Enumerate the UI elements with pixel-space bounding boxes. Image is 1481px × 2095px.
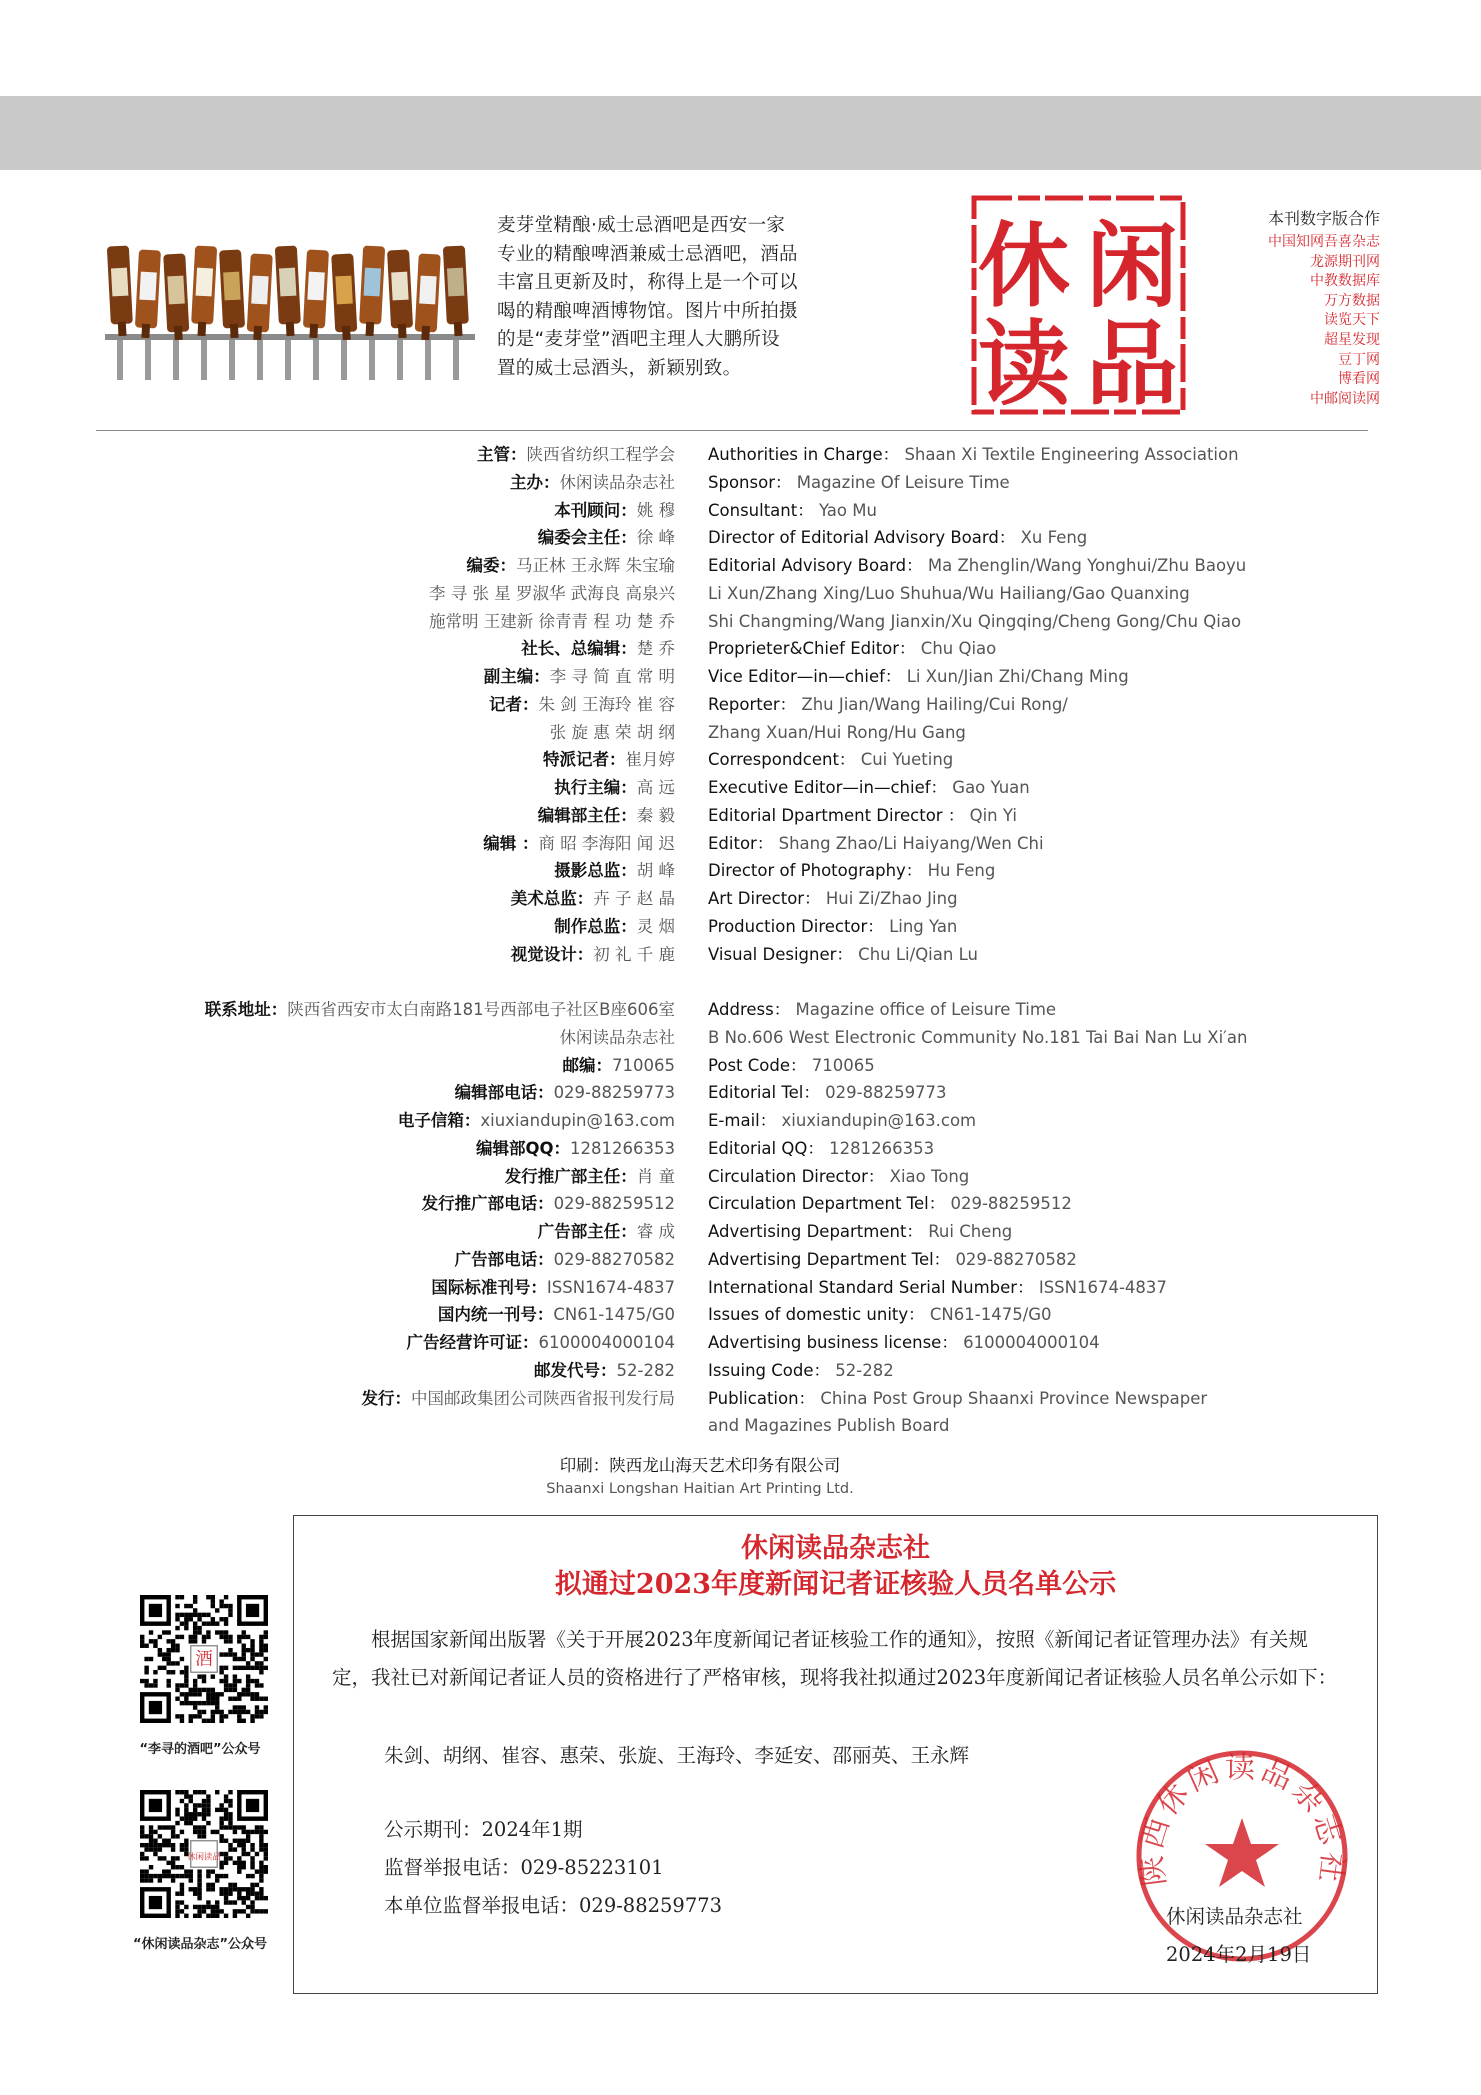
printer-cn: 印刷：陕西龙山海天艺术印务有限公司 bbox=[559, 1456, 841, 1475]
notice-box bbox=[293, 1515, 1378, 1994]
en-value: 029-88259512 bbox=[950, 1194, 1072, 1214]
cn-value: 胡 峰 bbox=[636, 861, 675, 881]
en-value: Hu Feng bbox=[927, 861, 996, 881]
intro-line: 置的威士忌酒头，新颖别致。 bbox=[497, 357, 742, 379]
tap-spout bbox=[117, 340, 123, 380]
tap-spout bbox=[397, 340, 403, 380]
en-label: Circulation Director： bbox=[708, 1166, 885, 1186]
cn-label: 广告部电话： bbox=[454, 1249, 554, 1269]
tap-spout bbox=[229, 340, 235, 380]
partners-title: 本刊数字版合作 bbox=[1267, 209, 1380, 228]
info-row bbox=[0, 1081, 1481, 1105]
intro-line: 喝的精酿啤酒博物馆。图片中所拍摄 bbox=[497, 300, 798, 322]
cn-label: 编委会主任： bbox=[537, 528, 637, 548]
info-row bbox=[0, 1192, 1481, 1216]
en-label: International Standard Serial Number： bbox=[708, 1277, 1034, 1297]
en-label: Production Director： bbox=[708, 916, 884, 936]
cn-label: 编委： bbox=[466, 556, 516, 575]
en-label: Editorial Dpartment Director ： bbox=[708, 805, 965, 825]
tap-spout bbox=[285, 340, 291, 380]
en-value: Chu Qiao bbox=[920, 639, 997, 659]
cn-label: 特派记者： bbox=[543, 750, 626, 770]
cn-label: 视觉设计： bbox=[510, 944, 594, 964]
en-label: Vice Editor—in—chief： bbox=[708, 667, 902, 686]
cn-value: 中国邮政集团公司陕西省报刊发行局 bbox=[411, 1388, 675, 1408]
cn-label: 美术总监： bbox=[510, 889, 594, 908]
bottle bbox=[302, 249, 329, 338]
partner-item: 万方数据 bbox=[1324, 292, 1380, 309]
cn-label: 邮发代号： bbox=[534, 1360, 617, 1380]
cn-value: 灵 烟 bbox=[636, 916, 675, 936]
svg-text:闲: 闲 bbox=[1085, 212, 1179, 320]
intro-line: 专业的精酿啤酒兼威士忌酒吧，酒品 bbox=[497, 243, 798, 265]
en-value: Ma Zhenglin/Wang Yonghui/Zhu Baoyu bbox=[927, 556, 1247, 575]
magazine-logo-seal bbox=[966, 190, 1191, 420]
en-value: China Post Group Shaanxi Province Newspaper bbox=[820, 1388, 1208, 1408]
partner-item: 读览天下 bbox=[1324, 312, 1380, 329]
cn-value: 初 礼 千 鹿 bbox=[593, 944, 675, 964]
qr-code-magazine bbox=[140, 1790, 268, 1918]
notice-paragraph: 根据国家新闻出版署《关于开展2023年度新闻记者证核验工作的通知》，按照《新闻记者证管理办法》有关规定，我社已对新闻记者证人员的资格进行了严格审核，现将我社拟通过2023年度新闻记者证核验人员名单公示如下： bbox=[332, 1628, 1338, 1689]
cn-label: 编辑部电话： bbox=[454, 1083, 554, 1103]
bottle bbox=[387, 249, 414, 338]
en-label: Authorities in Charge： bbox=[708, 445, 900, 464]
en-value: Shang Zhao/Li Haiyang/Wen Chi bbox=[778, 833, 1044, 853]
info-row bbox=[0, 443, 1481, 467]
cn-label: 编辑部QQ： bbox=[475, 1138, 571, 1158]
cn-label: 广告经营许可证： bbox=[406, 1333, 539, 1352]
cn-value: 朱 剑 王海玲 崔 容 bbox=[538, 694, 675, 714]
info-row bbox=[0, 1359, 1481, 1383]
cn-label: 副主编： bbox=[483, 667, 550, 686]
en-value: Gao Yuan bbox=[952, 778, 1030, 797]
en-label: Art Director： bbox=[708, 889, 821, 908]
official-seal bbox=[1132, 1746, 1352, 1966]
info-row bbox=[0, 721, 1481, 745]
en-value: Shaan Xi Textile Engineering Association bbox=[904, 445, 1239, 464]
tap-spout bbox=[173, 340, 179, 380]
qr-caption: “李寻的酒吧”公众号 bbox=[139, 1742, 261, 1757]
en-value: 52-282 bbox=[835, 1360, 894, 1380]
cn-label: 编辑 ： bbox=[483, 833, 539, 853]
qr-code-liquor-bar bbox=[140, 1595, 268, 1723]
en-label: Address： bbox=[708, 1000, 791, 1019]
en-label: Director of Editorial Advisory Board： bbox=[708, 528, 1016, 548]
tap-spout bbox=[201, 340, 207, 380]
intro-paragraph bbox=[497, 212, 847, 383]
bottle bbox=[107, 245, 134, 336]
cn-label: 社长、总编辑： bbox=[521, 639, 637, 659]
en-label: Publication： bbox=[708, 1388, 816, 1408]
info-row bbox=[0, 915, 1481, 939]
cn-label: 执行主编： bbox=[554, 778, 637, 797]
intro-line: 的是“麦芽堂”酒吧主理人大鹏所设 bbox=[497, 329, 780, 350]
info-row bbox=[0, 1220, 1481, 1244]
en-value: 710065 bbox=[811, 1055, 875, 1075]
info-row bbox=[0, 693, 1481, 717]
en-value: Rui Cheng bbox=[928, 1222, 1013, 1241]
en-value: Shi Changming/Wang Jianxin/Xu Qingqing/Cheng Gong/Chu Qiao bbox=[708, 611, 1242, 631]
info-row bbox=[0, 832, 1481, 856]
printer-info bbox=[520, 1452, 880, 1497]
en-value: Chu Li/Qian Lu bbox=[858, 944, 978, 964]
cn-value: xiuxiandupin@163.com bbox=[480, 1111, 675, 1130]
tap-spout bbox=[453, 340, 459, 380]
partner-item: 超星发现 bbox=[1324, 331, 1380, 348]
top-gray-band bbox=[0, 96, 1481, 170]
partner-item: 龙源期刊网 bbox=[1310, 253, 1380, 270]
en-value: Li Xun/Jian Zhi/Chang Ming bbox=[906, 667, 1129, 686]
divider-line bbox=[96, 430, 1368, 431]
tap-spout bbox=[145, 340, 151, 380]
cn-label: 主办： bbox=[510, 472, 560, 492]
info-row bbox=[0, 582, 1481, 606]
cn-label: 发行： bbox=[361, 1388, 411, 1408]
en-value: B No.606 West Electronic Community No.181 Tai Bai Nan Lu Xi′an bbox=[708, 1027, 1248, 1047]
intro-line: 麦芽堂精酿·威士忌酒吧是西安一家 bbox=[497, 215, 786, 236]
bottle bbox=[443, 245, 470, 336]
cn-value: 52-282 bbox=[616, 1360, 675, 1380]
cn-value: 徐 峰 bbox=[636, 528, 675, 548]
cn-value: 高 远 bbox=[636, 778, 675, 797]
info-row bbox=[0, 637, 1481, 661]
notice-names: 朱剑、胡纲、崔容、惠荣、张旋、王海玲、李延安、邵丽英、王永辉 bbox=[384, 1744, 970, 1767]
cn-label: 发行推广部主任： bbox=[504, 1166, 637, 1186]
cn-label: 国际标准刊号： bbox=[431, 1277, 547, 1297]
cn-value: 楚 乔 bbox=[636, 639, 675, 659]
notice-hotline: 监督举报电话：029-85223101 bbox=[384, 1856, 664, 1879]
en-label: Advertising Department： bbox=[708, 1222, 923, 1241]
en-value: 1281266353 bbox=[829, 1138, 935, 1158]
cn-value: 陕西省西安市太白南路181号西部电子社区B座606室 bbox=[287, 1000, 675, 1019]
qr-caption: “休闲读品杂志”公众号 bbox=[132, 1937, 268, 1952]
en-value: Li Xun/Zhang Xing/Luo Shuhua/Wu Hailiang/Gao Quanxing bbox=[708, 583, 1190, 603]
en-value: Qin Yi bbox=[969, 805, 1017, 825]
cn-label: 联系地址： bbox=[204, 1000, 288, 1019]
info-row bbox=[0, 998, 1481, 1022]
cn-value: 6100004000104 bbox=[538, 1333, 675, 1352]
partner-item: 博看网 bbox=[1338, 371, 1380, 388]
tap-spout bbox=[257, 340, 263, 380]
info-row bbox=[0, 1165, 1481, 1189]
en-label: Issuing Code： bbox=[708, 1360, 831, 1380]
en-value: 6100004000104 bbox=[963, 1333, 1100, 1352]
svg-text:酒: 酒 bbox=[195, 1649, 213, 1670]
info-row bbox=[0, 1414, 1481, 1438]
cn-value: 029-88270582 bbox=[553, 1249, 675, 1269]
bottle bbox=[331, 253, 357, 340]
en-value: Xu Feng bbox=[1020, 528, 1088, 548]
info-row bbox=[0, 1303, 1481, 1327]
info-row bbox=[0, 499, 1481, 523]
info-row bbox=[0, 887, 1481, 911]
partner-item: 中教数据库 bbox=[1310, 273, 1380, 290]
cn-value: ISSN1674-4837 bbox=[546, 1277, 675, 1297]
partner-item: 中邮阅读网 bbox=[1310, 390, 1380, 407]
en-label: Visual Designer： bbox=[708, 944, 853, 964]
cn-label: 制作总监： bbox=[554, 916, 637, 936]
cn-value: 秦 毅 bbox=[636, 805, 675, 825]
cn-label: 记者： bbox=[489, 694, 539, 714]
svg-text:休闲读品: 休闲读品 bbox=[187, 1851, 221, 1862]
cn-label: 本刊顾问： bbox=[554, 500, 637, 520]
notice-body bbox=[332, 1621, 1342, 1697]
en-label: Editor： bbox=[708, 833, 774, 853]
en-label: Director of Photography： bbox=[708, 861, 923, 881]
en-label: Reporter： bbox=[708, 694, 797, 714]
info-row bbox=[0, 748, 1481, 772]
en-value: Zhu Jian/Wang Hailing/Cui Rong/ bbox=[801, 694, 1068, 714]
en-value: CN61-1475/G0 bbox=[929, 1305, 1052, 1325]
info-row bbox=[0, 1331, 1481, 1355]
svg-text:品: 品 bbox=[1085, 310, 1179, 418]
info-row bbox=[0, 804, 1481, 828]
en-label: Advertising business license： bbox=[708, 1333, 958, 1352]
bottle bbox=[191, 245, 218, 336]
info-row bbox=[0, 1248, 1481, 1272]
cn-value: 施常明 王建新 徐青青 程 功 楚 乔 bbox=[429, 611, 675, 631]
bottle bbox=[219, 249, 246, 338]
cn-label: 邮编： bbox=[562, 1055, 612, 1075]
cn-value: 029-88259773 bbox=[553, 1083, 675, 1103]
info-row bbox=[0, 526, 1481, 550]
en-value: and Magazines Publish Board bbox=[708, 1416, 950, 1436]
en-value: ISSN1674-4837 bbox=[1038, 1277, 1167, 1297]
en-value: Magazine office of Leisure Time bbox=[795, 1000, 1057, 1019]
cn-label: 编辑部主任： bbox=[537, 805, 637, 825]
notice-title: 休闲读品杂志社 bbox=[741, 1533, 930, 1564]
en-label: Circulation Department Tel： bbox=[708, 1194, 946, 1214]
cn-label: 电子信箱： bbox=[397, 1111, 481, 1130]
en-label: Editorial QQ： bbox=[708, 1138, 824, 1158]
en-label: Editorial Tel： bbox=[708, 1083, 820, 1103]
en-value: Zhang Xuan/Hui Rong/Hu Gang bbox=[708, 722, 966, 742]
info-row bbox=[0, 1109, 1481, 1133]
cn-value: 李 寻 张 星 罗淑华 武海良 高泉兴 bbox=[429, 583, 675, 603]
bottle bbox=[275, 245, 302, 336]
cn-value: 睿 成 bbox=[636, 1222, 675, 1241]
cn-value: 姚 穆 bbox=[636, 500, 675, 520]
cn-value: 李 寻 简 直 常 明 bbox=[549, 667, 675, 686]
en-value: xiuxiandupin@163.com bbox=[781, 1111, 977, 1130]
en-label: Editorial Advisory Board： bbox=[708, 556, 923, 575]
en-value: Hui Zi/Zhao Jing bbox=[825, 889, 958, 908]
en-value: 029-88270582 bbox=[955, 1249, 1077, 1269]
cn-value: CN61-1475/G0 bbox=[553, 1305, 675, 1325]
whisky-taps-photo bbox=[105, 238, 475, 388]
cn-value: 710065 bbox=[612, 1055, 675, 1075]
tap-spout bbox=[313, 340, 319, 380]
intro-line: 丰富且更新及时，称得上是一个可以 bbox=[497, 272, 798, 293]
info-row bbox=[0, 859, 1481, 883]
svg-text:陕西休闲读品杂志社: 陕西休闲读品杂志社 bbox=[1133, 1750, 1351, 1889]
en-value: Yao Mu bbox=[818, 500, 877, 520]
cn-value: 商 昭 李海阳 闻 迟 bbox=[538, 833, 675, 853]
bottle bbox=[134, 249, 161, 338]
cn-label: 国内统一刊号： bbox=[437, 1305, 554, 1325]
cn-label: 发行推广部电话： bbox=[421, 1194, 554, 1214]
info-row bbox=[0, 471, 1481, 495]
info-row bbox=[0, 1137, 1481, 1161]
digital-partners bbox=[1220, 206, 1380, 409]
cn-value: 陕西省纺织工程学会 bbox=[526, 445, 675, 464]
tap-spout bbox=[341, 340, 347, 380]
partner-item: 豆丁网 bbox=[1338, 351, 1380, 368]
cn-value: 马正林 王永辉 朱宝瑜 bbox=[516, 556, 675, 575]
info-row bbox=[0, 665, 1481, 689]
en-value: Cui Yueting bbox=[860, 750, 954, 770]
notice-subtitle: 拟通过2023年度新闻记者证核验人员名单公示 bbox=[554, 1569, 1117, 1600]
info-row bbox=[0, 1387, 1481, 1411]
cn-value: 崔月婷 bbox=[625, 750, 675, 770]
info-row bbox=[0, 776, 1481, 800]
partner-item: 中国知网吾喜杂志 bbox=[1268, 234, 1380, 250]
bottle bbox=[414, 253, 440, 340]
info-row bbox=[0, 610, 1481, 634]
info-row bbox=[0, 554, 1481, 578]
cn-value: 休闲读品杂志社 bbox=[559, 1027, 675, 1047]
svg-text:读: 读 bbox=[977, 310, 1071, 418]
en-label: Sponsor： bbox=[708, 472, 792, 492]
en-label: E-mail： bbox=[708, 1111, 777, 1130]
info-row bbox=[0, 1026, 1481, 1050]
tap-spout bbox=[369, 340, 375, 380]
en-label: Proprieter&Chief Editor： bbox=[708, 639, 916, 659]
en-value: 029-88259773 bbox=[825, 1083, 947, 1103]
info-row bbox=[0, 943, 1481, 967]
en-label: Correspondcent： bbox=[708, 750, 856, 770]
cn-value: 肖 童 bbox=[636, 1166, 675, 1186]
cn-value: 卉 子 赵 晶 bbox=[593, 889, 675, 908]
info-row bbox=[0, 1054, 1481, 1078]
cn-label: 摄影总监： bbox=[554, 861, 637, 881]
en-label: Advertising Department Tel： bbox=[708, 1249, 951, 1269]
notice-organization: 休闲读品杂志社 bbox=[1166, 1905, 1303, 1928]
notice-date: 2024年2月19日 bbox=[1166, 1943, 1312, 1966]
bottle bbox=[163, 253, 189, 340]
bottle bbox=[246, 253, 272, 340]
info-row bbox=[0, 1276, 1481, 1300]
cn-label: 主管： bbox=[477, 445, 527, 464]
en-label: Executive Editor—in—chief： bbox=[708, 778, 948, 797]
svg-text:休: 休 bbox=[977, 212, 1071, 320]
en-label: Issues of domestic unity： bbox=[708, 1305, 925, 1325]
en-value: Ling Yan bbox=[889, 916, 958, 936]
en-label: Post Code： bbox=[708, 1055, 807, 1075]
tap-spout bbox=[425, 340, 431, 380]
cn-value: 029-88259512 bbox=[553, 1194, 675, 1214]
printer-en: Shaanxi Longshan Haitian Art Printing Ltd. bbox=[546, 1481, 854, 1497]
cn-value: 1281266353 bbox=[570, 1138, 675, 1158]
en-label: Consultant： bbox=[708, 500, 814, 520]
notice-unit-hotline: 本单位监督举报电话：029-88259773 bbox=[384, 1894, 723, 1917]
bottle bbox=[359, 245, 386, 336]
en-value: Magazine Of Leisure Time bbox=[796, 472, 1010, 492]
cn-label: 广告部主任： bbox=[537, 1222, 637, 1241]
cn-value: 张 旋 惠 荣 胡 纲 bbox=[549, 722, 675, 742]
notice-period: 公示期刊：2024年1期 bbox=[384, 1818, 583, 1841]
en-value: Xiao Tong bbox=[889, 1166, 970, 1186]
cn-value: 休闲读品杂志社 bbox=[559, 472, 675, 492]
